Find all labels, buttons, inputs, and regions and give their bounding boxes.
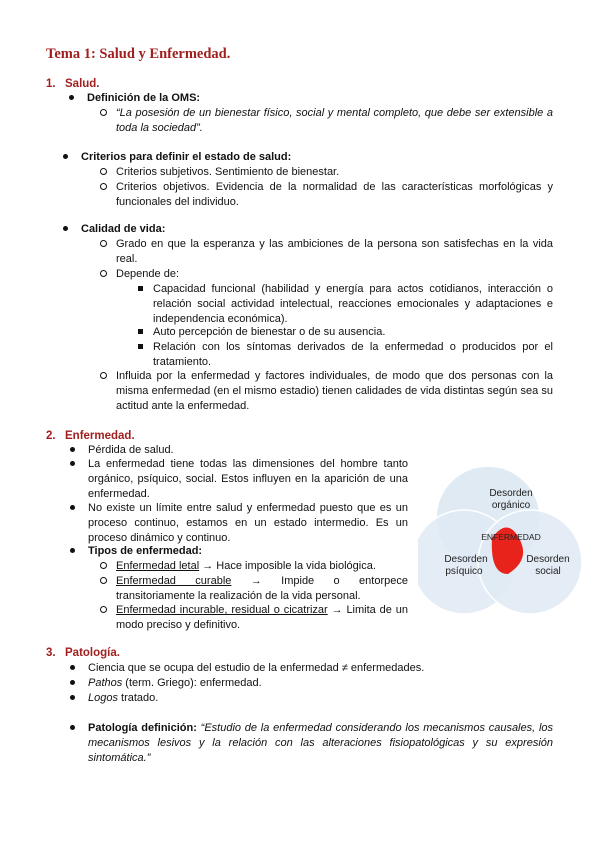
tipo-desc: → Limita de un modo preciso y definitivo. xyxy=(116,604,408,631)
oms-quote: “La posesión de un bienestar físico, social y mental completo, que debe ser extensible a toda la sociedad”. xyxy=(116,107,553,134)
calidad-item-3: Influida por la enfermedad y factores individuales, de modo que dos personas con la misma enfermedad (en el mismo estadio) tienen calidades de vida distintas según sea su actitud ante la enfermedad. xyxy=(116,370,553,412)
tipo-term: Enfermedad incurable, residual o cicatrizar xyxy=(116,604,328,616)
page-title: Tema 1: Salud y Enfermedad. xyxy=(46,46,231,62)
criterios-label: Criterios para definir el estado de salud: xyxy=(81,150,541,165)
label-social: Desorden social xyxy=(526,554,570,577)
patologia-item-1: Ciencia que se ocupa del estudio de la enfermedad ≠ enfermedades. xyxy=(88,661,548,676)
criterio-subjetivo: Criterios subjetivos. Sentimiento de bienestar. xyxy=(116,165,553,180)
oms-label: Definición de la OMS: xyxy=(87,91,547,106)
section-title: Enfermedad. xyxy=(65,430,135,442)
enfermedad-item-1: Pérdida de salud. xyxy=(88,443,408,458)
tipos-label: Tipos de enfermedad: xyxy=(88,544,408,559)
enfermedad-venn-diagram xyxy=(418,456,588,616)
depende-item-1: Capacidad funcional (habilidad y energía para actos cotidianos, interacción o relación social actividad intelectual, reacciones emocionales y adaptaciones e independencia económica). xyxy=(153,283,553,325)
patologia-item-3 xyxy=(88,691,548,706)
definicion-quote: “Estudio de la enfermedad considerando los mecanismos causales, los mecanismos lesivos y la relación con las alteraciones fisiopatológicas y su expresión sintomática.” xyxy=(88,722,554,764)
depende-item-2: Auto percepción de bienestar o de su ausencia. xyxy=(153,325,553,340)
term-pathos: Pathos xyxy=(88,677,123,689)
enfermedad-item-3: No existe un límite entre salud y enfermedad puesto que es un proceso continuo, estamos en un estado intermedio. Es un proceso dinámico y continuo. xyxy=(88,502,408,544)
label-psiquico: Desorden psíquico xyxy=(444,554,488,577)
tipo-curable xyxy=(116,574,408,604)
label-organico: Desorden orgánico xyxy=(489,488,533,511)
tipo-desc: → Hace imposible la vida biológica. xyxy=(199,560,376,572)
term-logos-desc: tratado. xyxy=(117,692,159,704)
section-number: 1. xyxy=(46,78,56,90)
calidad-item-1: Grado en que la esperanza y las ambiciones de la persona son satisfechas en la vida real. xyxy=(116,238,553,265)
depende-item-3: Relación con los síntomas derivados de la enfermedad o producidos por el tratamiento. xyxy=(153,341,553,368)
patologia-item-2 xyxy=(88,676,548,691)
tipo-term: Enfermedad letal xyxy=(116,560,200,572)
section-heading-enfermedad xyxy=(46,430,135,442)
calidad-item-2: Depende de: xyxy=(116,267,553,282)
calidad-label: Calidad de vida: xyxy=(81,222,541,237)
term-logos: Logos xyxy=(88,692,118,704)
tipo-letal xyxy=(116,559,408,574)
section-title: Salud. xyxy=(65,78,100,90)
label-center: ENFERMEDAD xyxy=(481,532,541,542)
tipo-desc: → Impide o entorpece transitoriamente la realización de la vida personal. xyxy=(116,575,408,602)
definicion-label: Patología definición: xyxy=(88,722,197,734)
section-heading-patologia xyxy=(46,647,120,659)
venn-svg xyxy=(418,456,588,616)
criterio-objetivo: Criterios objetivos. Evidencia de la normalidad de las características morfológicas y funcionales del individuo. xyxy=(116,181,553,208)
enfermedad-item-2: La enfermedad tiene todas las dimensiones del hombre tanto orgánico, psíquico, social. Estos influyen en la aparición de una enfermedad. xyxy=(88,458,408,500)
tipo-term: Enfermedad curable xyxy=(116,575,232,587)
section-number: 3. xyxy=(46,647,56,659)
tipo-incurable xyxy=(116,603,408,633)
section-number: 2. xyxy=(46,430,56,442)
patologia-definicion xyxy=(88,721,553,766)
section-title: Patología. xyxy=(65,647,120,659)
section-heading-salud xyxy=(46,78,100,90)
term-pathos-desc: (term. Griego): enfermedad. xyxy=(122,677,262,689)
